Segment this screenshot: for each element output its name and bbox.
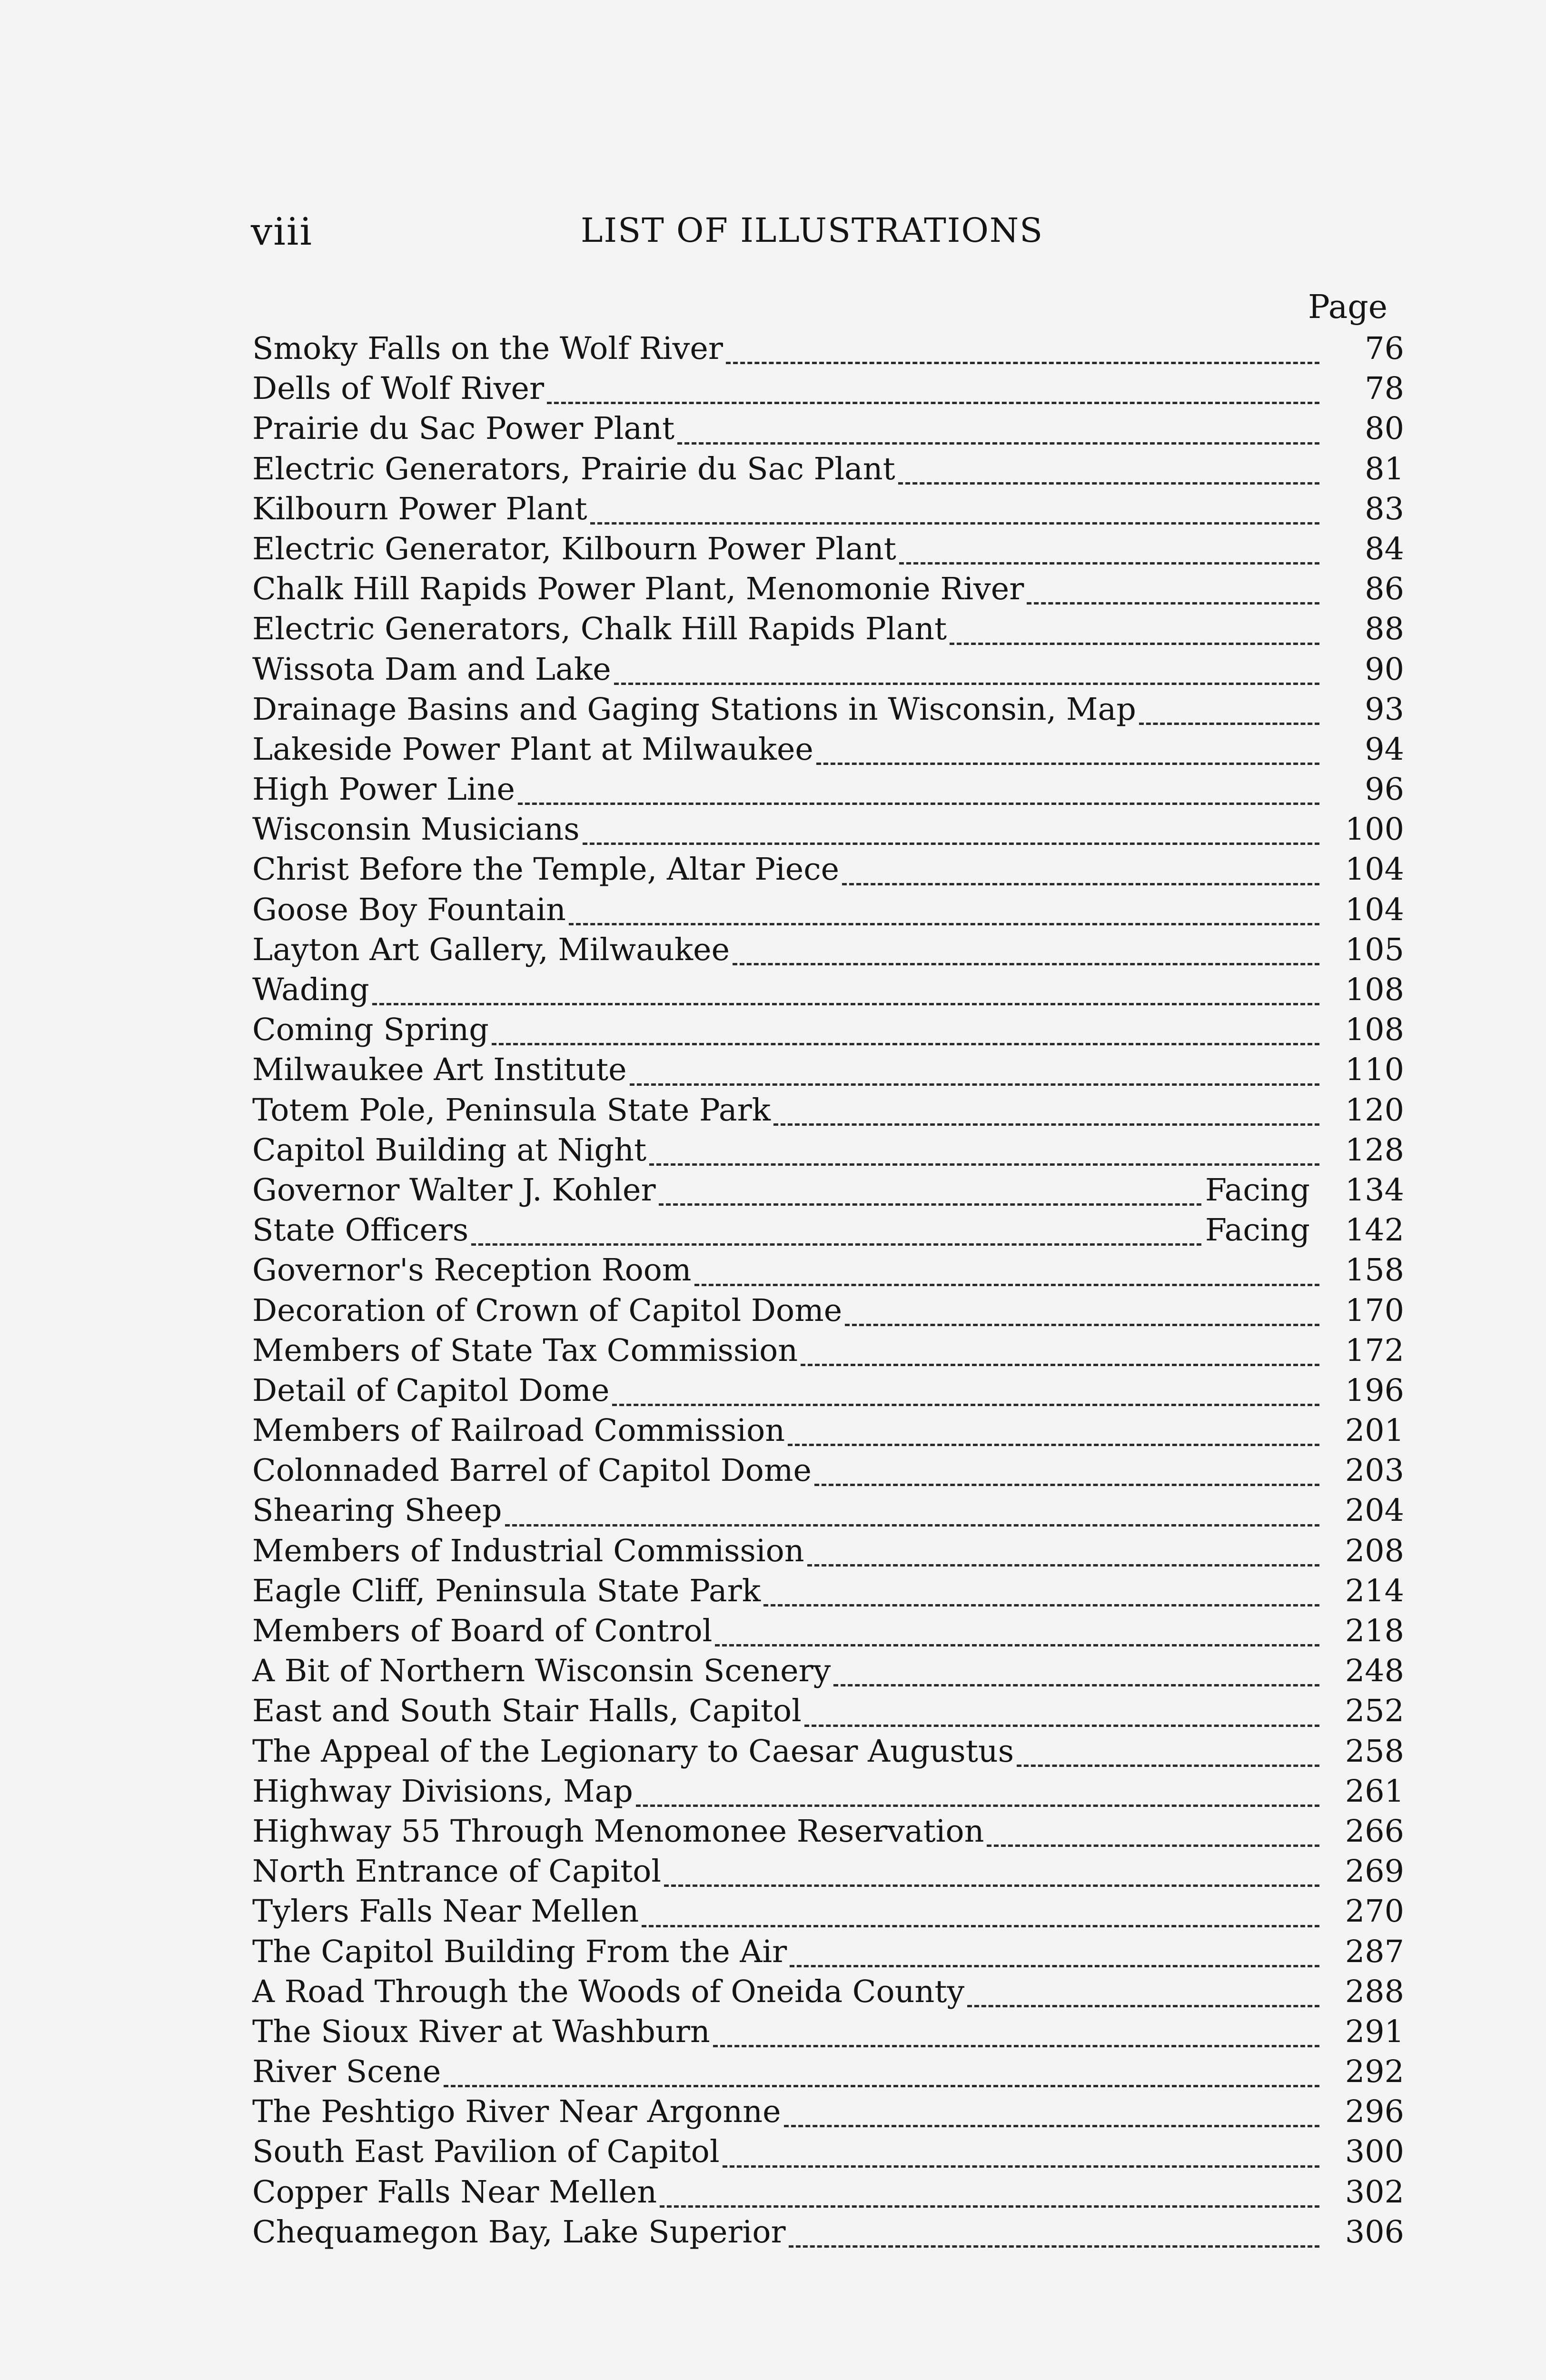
- list-item: [252, 1533, 1404, 1573]
- entry-title: Members of State Tax Commission: [252, 1332, 798, 1368]
- dot-leader: [590, 522, 1319, 525]
- list-item: [252, 531, 1404, 571]
- list-item: [252, 652, 1404, 692]
- entry-title: Goose Boy Fountain: [252, 892, 566, 928]
- entry-page-number: 81: [1365, 451, 1404, 487]
- entry-page-number: 93: [1365, 691, 1404, 727]
- dot-leader: [788, 1444, 1319, 1446]
- dot-leader: [987, 1844, 1319, 1847]
- dot-leader: [372, 1003, 1319, 1005]
- list-item: [252, 1734, 1404, 1774]
- entry-page-number: 108: [1345, 972, 1404, 1008]
- page-title: LIST OF ILLUSTRATIONS: [581, 211, 1044, 250]
- list-item: [252, 451, 1404, 491]
- entry-page-number: 266: [1345, 1813, 1404, 1849]
- dot-leader: [845, 1324, 1319, 1326]
- dot-leader: [773, 1123, 1319, 1126]
- dot-leader: [790, 1965, 1319, 1967]
- dot-leader: [789, 2245, 1319, 2248]
- dot-leader: [784, 2125, 1319, 2127]
- dot-leader: [547, 402, 1319, 404]
- list-item: [252, 1252, 1404, 1292]
- entry-page-number: 172: [1345, 1332, 1404, 1368]
- page-column-heading: Page: [1308, 288, 1388, 326]
- entry-title: The Appeal of the Legionary to Caesar Augustus: [252, 1733, 1014, 1769]
- entry-page-number: 269: [1345, 1854, 1404, 1890]
- dot-leader: [636, 1805, 1319, 1807]
- entry-title: Lakeside Power Plant at Milwaukee: [252, 731, 813, 767]
- list-item: [252, 2174, 1404, 2214]
- entry-title: Decoration of Crown of Capitol Dome: [252, 1292, 842, 1329]
- entry-page-number: 83: [1365, 491, 1404, 527]
- list-item: [252, 1974, 1404, 2014]
- entry-title: Electric Generators, Chalk Hill Rapids Plant: [252, 611, 947, 647]
- list-item: [252, 331, 1404, 371]
- list-item: [252, 1774, 1404, 1814]
- entry-title: Totem Pole, Peninsula State Park: [252, 1092, 771, 1128]
- list-item: [252, 491, 1404, 531]
- entry-title: Shearing Sheep: [252, 1493, 502, 1529]
- entry-title: The Peshtigo River Near Argonne: [252, 2094, 781, 2130]
- list-item: [252, 1693, 1404, 1733]
- entry-title: Kilbourn Power Plant: [252, 491, 587, 527]
- dot-leader: [723, 2165, 1319, 2168]
- entry-page-number: 104: [1345, 892, 1404, 928]
- list-item: [252, 1413, 1404, 1453]
- entry-page-number: 306: [1345, 2214, 1404, 2250]
- dot-leader: [660, 2205, 1319, 2208]
- list-item: [252, 892, 1404, 932]
- dot-leader: [763, 1604, 1319, 1606]
- entry-page-number: 201: [1345, 1413, 1404, 1449]
- entry-title: Wissota Dam and Lake: [252, 651, 611, 687]
- list-item: [252, 972, 1404, 1012]
- list-item: [252, 1212, 1404, 1252]
- entry-page-number: 208: [1345, 1533, 1404, 1569]
- entry-page-number: 261: [1345, 1773, 1404, 1809]
- dot-leader: [630, 1083, 1319, 1086]
- entry-page-number: 142: [1345, 1212, 1404, 1249]
- dot-leader: [715, 1644, 1319, 1646]
- list-item: [252, 1012, 1404, 1052]
- list-item: [252, 772, 1404, 812]
- entry-page-number: 108: [1345, 1012, 1404, 1048]
- entry-page-number: 88: [1365, 611, 1404, 647]
- entry-page-number: 170: [1345, 1292, 1404, 1329]
- entry-page-number: 196: [1345, 1372, 1404, 1408]
- entry-page-number: 76: [1365, 331, 1404, 367]
- entry-page-number: 94: [1365, 731, 1404, 767]
- entry-page-number: 100: [1345, 812, 1404, 848]
- list-item: [252, 1573, 1404, 1613]
- entry-title: Detail of Capitol Dome: [252, 1372, 610, 1408]
- dot-leader: [505, 1524, 1319, 1527]
- entry-page-number: 288: [1345, 1973, 1404, 2010]
- entry-page-number: 270: [1345, 1894, 1404, 1930]
- page-number: viii: [251, 209, 313, 254]
- entry-title: State Officers: [252, 1212, 469, 1249]
- list-item: [252, 1132, 1404, 1172]
- entry-title: A Road Through the Woods of Oneida County: [252, 1973, 965, 2010]
- list-item: [252, 1453, 1404, 1493]
- entry-title: Copper Falls Near Mellen: [252, 2174, 657, 2210]
- entry-title: Drainage Basins and Gaging Stations in Wisconsin, Map: [252, 691, 1136, 727]
- entry-title: A Bit of Northern Wisconsin Scenery: [252, 1653, 831, 1689]
- dot-leader: [807, 1564, 1319, 1567]
- entry-page-number: 296: [1345, 2094, 1404, 2130]
- entry-page-number: 248: [1345, 1653, 1404, 1689]
- dot-leader: [733, 963, 1319, 965]
- entry-title: Coming Spring: [252, 1012, 489, 1048]
- list-item: [252, 1854, 1404, 1894]
- dot-leader: [726, 362, 1319, 364]
- illustrations-list: [252, 331, 1404, 2254]
- list-item: [252, 1052, 1404, 1092]
- list-item: [252, 1894, 1404, 1934]
- entry-title: Tylers Falls Near Mellen: [252, 1894, 639, 1930]
- entry-page-number: 110: [1345, 1052, 1404, 1088]
- dot-leader: [444, 2085, 1319, 2087]
- dot-leader: [612, 1404, 1319, 1406]
- entry-title: North Entrance of Capitol: [252, 1854, 662, 1890]
- list-item: [252, 2094, 1404, 2134]
- entry-title: Layton Art Gallery, Milwaukee: [252, 932, 730, 968]
- entry-title: Electric Generator, Kilbourn Power Plant: [252, 531, 896, 567]
- entry-page-number: 287: [1345, 1934, 1404, 1970]
- list-item: [252, 1653, 1404, 1693]
- dot-leader: [842, 883, 1319, 885]
- entry-page-number: 78: [1365, 371, 1404, 407]
- entry-title: South East Pavilion of Capitol: [252, 2134, 720, 2170]
- entry-page-number: 128: [1345, 1132, 1404, 1168]
- dot-leader: [814, 1484, 1319, 1486]
- entry-title: Members of Industrial Commission: [252, 1533, 804, 1569]
- entry-page-number: 218: [1345, 1613, 1404, 1649]
- list-item: [252, 812, 1404, 852]
- list-item: [252, 1293, 1404, 1333]
- list-item: [252, 852, 1404, 892]
- list-item: [252, 571, 1404, 611]
- entry-title: Highway 55 Through Menomonee Reservation: [252, 1813, 984, 1849]
- dot-leader: [677, 442, 1319, 445]
- dot-leader: [492, 1043, 1319, 1045]
- entry-title: Governor Walter J. Kohler: [252, 1172, 656, 1208]
- list-item: [252, 2054, 1404, 2094]
- entry-page-number: 86: [1365, 571, 1404, 607]
- entry-title: The Sioux River at Washburn: [252, 2013, 710, 2050]
- entry-title: Colonnaded Barrel of Capitol Dome: [252, 1453, 812, 1489]
- list-item: [252, 1333, 1404, 1373]
- entry-title: Capitol Building at Night: [252, 1132, 647, 1168]
- dot-leader: [614, 683, 1319, 685]
- entry-page-number: 84: [1365, 531, 1404, 567]
- entry-title: Chalk Hill Rapids Power Plant, Menomonie River: [252, 571, 1024, 607]
- entry-title: River Scene: [252, 2054, 441, 2090]
- entry-title: Christ Before the Temple, Altar Piece: [252, 852, 840, 888]
- entry-page-number: 302: [1345, 2174, 1404, 2210]
- entry-title: Members of Railroad Commission: [252, 1413, 785, 1449]
- dot-leader: [713, 2045, 1319, 2047]
- entry-page-number: 120: [1345, 1092, 1404, 1128]
- entry-facing-label: Facing: [1205, 1212, 1310, 1249]
- entry-title: Dells of Wolf River: [252, 371, 545, 407]
- entry-page-number: 252: [1345, 1693, 1404, 1729]
- entry-title: The Capitol Building From the Air: [252, 1934, 787, 1970]
- entry-title: Wading: [252, 972, 369, 1008]
- entry-title: Electric Generators, Prairie du Sac Plant: [252, 451, 895, 487]
- list-item: [252, 1092, 1404, 1132]
- entry-title: Eagle Cliff, Peninsula State Park: [252, 1573, 761, 1609]
- entry-page-number: 80: [1365, 411, 1404, 447]
- dot-leader: [694, 1284, 1319, 1286]
- entry-page-number: 203: [1345, 1453, 1404, 1489]
- entry-title: Milwaukee Art Institute: [252, 1052, 627, 1088]
- dot-leader: [899, 562, 1319, 565]
- entry-title: Chequamegon Bay, Lake Superior: [252, 2214, 786, 2250]
- dot-leader: [801, 1364, 1319, 1366]
- list-item: [252, 611, 1404, 651]
- entry-page-number: 300: [1345, 2134, 1404, 2170]
- list-item: [252, 1172, 1404, 1212]
- dot-leader: [898, 482, 1319, 485]
- dot-leader: [816, 763, 1319, 765]
- list-item: [252, 411, 1404, 451]
- list-item: [252, 692, 1404, 732]
- entry-title: East and South Stair Halls, Capitol: [252, 1693, 802, 1729]
- list-item: [252, 1493, 1404, 1533]
- list-item: [252, 1934, 1404, 1974]
- entry-page-number: 204: [1345, 1493, 1404, 1529]
- entry-title: Wisconsin Musicians: [252, 812, 580, 848]
- list-item: [252, 2134, 1404, 2174]
- entry-page-number: 105: [1345, 932, 1404, 968]
- entry-page-number: 104: [1345, 852, 1404, 888]
- entry-title: Highway Divisions, Map: [252, 1773, 633, 1809]
- dot-leader: [649, 1163, 1319, 1166]
- dot-leader: [967, 2005, 1319, 2007]
- dot-leader: [664, 1884, 1319, 1887]
- list-item: [252, 1814, 1404, 1854]
- entry-title: Smoky Falls on the Wolf River: [252, 331, 723, 367]
- dot-leader: [833, 1684, 1319, 1686]
- dot-leader: [518, 803, 1319, 805]
- list-item: [252, 1613, 1404, 1653]
- dot-leader: [1139, 723, 1319, 725]
- list-item: [252, 932, 1404, 972]
- entry-page-number: 214: [1345, 1573, 1404, 1609]
- dot-leader: [1017, 1765, 1319, 1767]
- dot-leader: [569, 923, 1319, 925]
- dot-leader: [659, 1203, 1201, 1206]
- entry-title: High Power Line: [252, 772, 515, 808]
- entry-page-number: 292: [1345, 2054, 1404, 2090]
- list-item: [252, 732, 1404, 772]
- entry-facing-label: Facing: [1205, 1172, 1310, 1208]
- list-item: [252, 2014, 1404, 2054]
- list-item: [252, 2214, 1404, 2254]
- entry-title: Members of Board of Control: [252, 1613, 713, 1649]
- entry-page-number: 96: [1365, 772, 1404, 808]
- entry-page-number: 258: [1345, 1733, 1404, 1769]
- dot-leader: [950, 643, 1319, 645]
- dot-leader: [583, 843, 1319, 845]
- entry-page-number: 134: [1345, 1172, 1404, 1208]
- entry-page-number: 158: [1345, 1252, 1404, 1289]
- dot-leader: [1027, 602, 1319, 605]
- dot-leader: [642, 1925, 1319, 1927]
- dot-leader: [471, 1243, 1201, 1246]
- list-item: [252, 1373, 1404, 1413]
- entry-title: Governor's Reception Room: [252, 1252, 692, 1289]
- entry-page-number: 90: [1365, 651, 1404, 687]
- list-item: [252, 371, 1404, 411]
- entry-title: Prairie du Sac Power Plant: [252, 411, 675, 447]
- dot-leader: [804, 1725, 1319, 1727]
- entry-page-number: 291: [1345, 2013, 1404, 2050]
